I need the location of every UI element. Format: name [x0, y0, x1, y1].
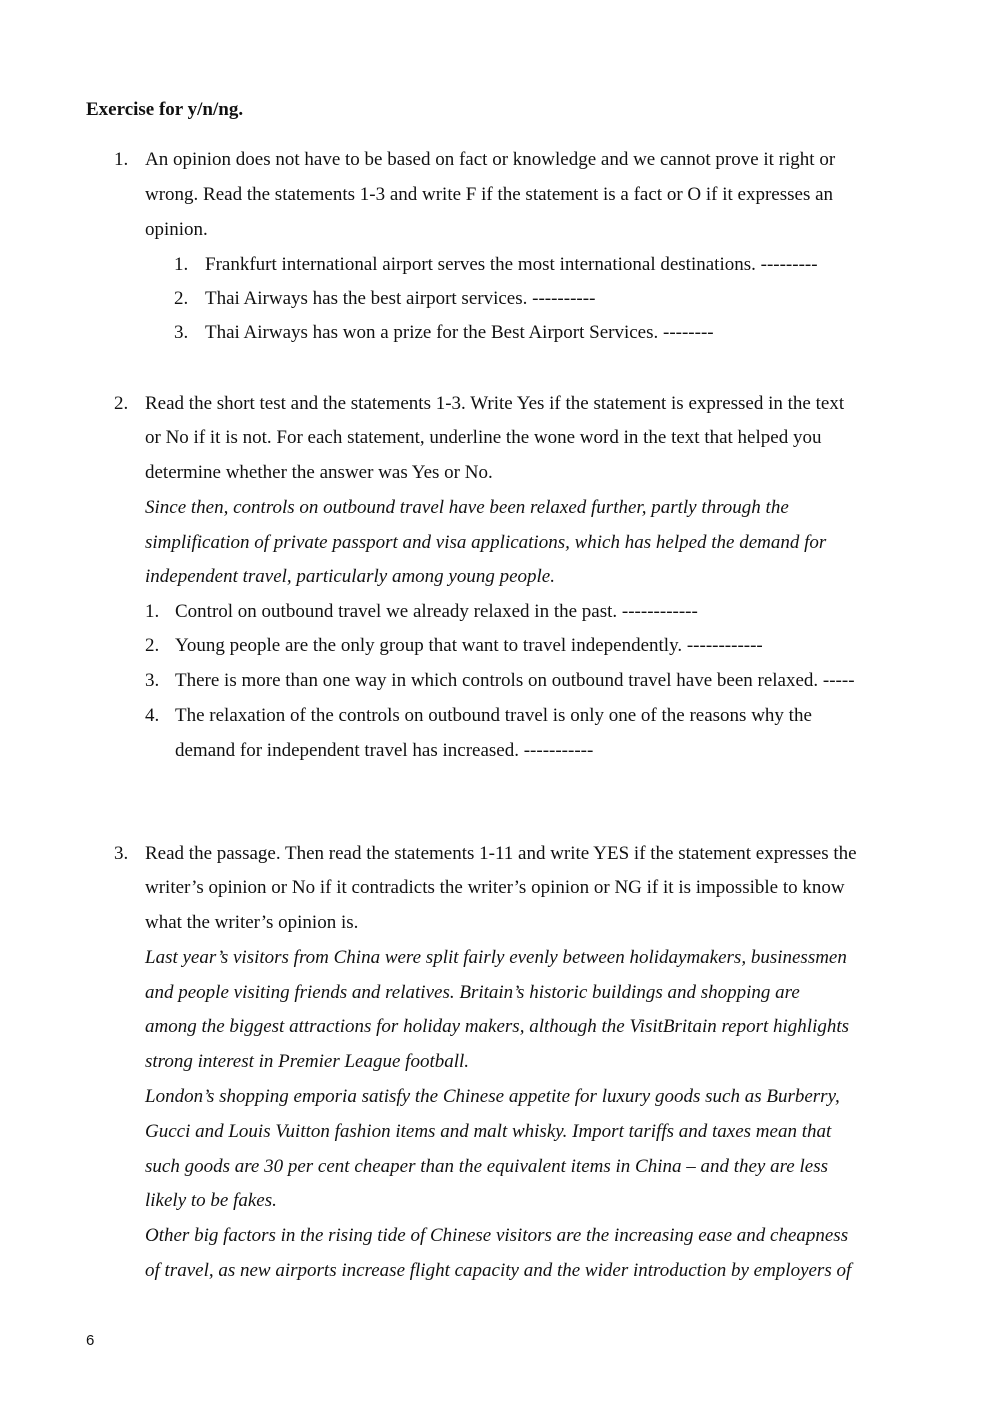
q3-passage-line: Last year’s visitors from China were split fairly evenly between holidaymakers, businessmen: [145, 947, 847, 968]
q2-line: Read the short test and the statements 1-3. Write Yes if the statement is expressed in the text: [145, 393, 845, 414]
q1-item-text: Thai Airways has the best airport services. ----------: [205, 288, 596, 309]
q3-passage-line: strong interest in Premier League football.: [145, 1051, 470, 1072]
q1-line: An opinion does not have to be based on fact or knowledge and we cannot prove it right or: [145, 149, 836, 170]
q3-line: writer’s opinion or No if it contradicts the writer’s opinion or NG if it is impossible to know: [145, 877, 845, 898]
q2-item-number: 3.: [145, 670, 160, 691]
q2-item-text: Young people are the only group that want to travel independently. ------------: [175, 635, 763, 656]
q3-passage-line: of travel, as new airports increase flight capacity and the wider introduction by employers of: [145, 1260, 852, 1281]
q1-item-number: 2.: [174, 288, 189, 309]
q1-line: wrong. Read the statements 1-3 and write F if the statement is a fact or O if it expresses an: [145, 184, 834, 205]
q3-passage-line: among the biggest attractions for holiday makers, although the VisitBritain report highlights: [145, 1016, 850, 1037]
q1-item-number: 1.: [174, 254, 189, 275]
q3-line: what the writer’s opinion is.: [145, 912, 359, 933]
q3-passage-line: Other big factors in the rising tide of Chinese visitors are the increasing ease and cheapness: [145, 1225, 849, 1246]
q3-number: 3.: [114, 843, 129, 864]
page-title: Exercise for y/n/ng.: [86, 99, 244, 120]
q2-item-text-continued: demand for independent travel has increased. -----------: [175, 740, 594, 761]
q1-line: opinion.: [145, 219, 208, 240]
q2-item-number: 1.: [145, 601, 160, 622]
q3-passage-line: likely to be fakes.: [145, 1190, 277, 1211]
q2-passage-line: independent travel, particularly among young people.: [145, 566, 555, 587]
q2-line: or No if it is not. For each statement, underline the wone word in the text that helped you: [145, 427, 822, 448]
q1-item-number: 3.: [174, 322, 189, 343]
q3-line: Read the passage. Then read the statements 1-11 and write YES if the statement expresses the: [145, 843, 857, 864]
q2-passage-line: Since then, controls on outbound travel have been relaxed further, partly through the: [145, 497, 789, 518]
page-number: 6: [86, 1332, 95, 1349]
q2-item-text: Control on outbound travel we already relaxed in the past. ------------: [175, 601, 698, 622]
q2-item-text: There is more than one way in which controls on outbound travel have been relaxed. -----: [175, 670, 855, 691]
q2-item-text: The relaxation of the controls on outbound travel is only one of the reasons why the: [175, 705, 812, 726]
q2-item-number: 4.: [145, 705, 160, 726]
q2-passage-line: simplification of private passport and visa applications, which has helped the demand for: [145, 532, 827, 553]
q2-line: determine whether the answer was Yes or No.: [145, 462, 493, 483]
q3-passage-line: and people visiting friends and relatives. Britain’s historic buildings and shopping are: [145, 982, 800, 1003]
q2-item-number: 2.: [145, 635, 160, 656]
q1-item-text: Frankfurt international airport serves the most international destinations. ---------: [205, 254, 818, 275]
q3-passage-line: such goods are 30 per cent cheaper than the equivalent items in China – and they are less: [145, 1156, 828, 1177]
q1-item-text: Thai Airways has won a prize for the Best Airport Services. --------: [205, 322, 714, 343]
q3-passage-line: London’s shopping emporia satisfy the Chinese appetite for luxury goods such as Burberry,: [145, 1086, 840, 1107]
q1-number: 1.: [114, 149, 129, 170]
q2-number: 2.: [114, 393, 129, 414]
q3-passage-line: Gucci and Louis Vuitton fashion items and malt whisky. Import tariffs and taxes mean that: [145, 1121, 832, 1142]
